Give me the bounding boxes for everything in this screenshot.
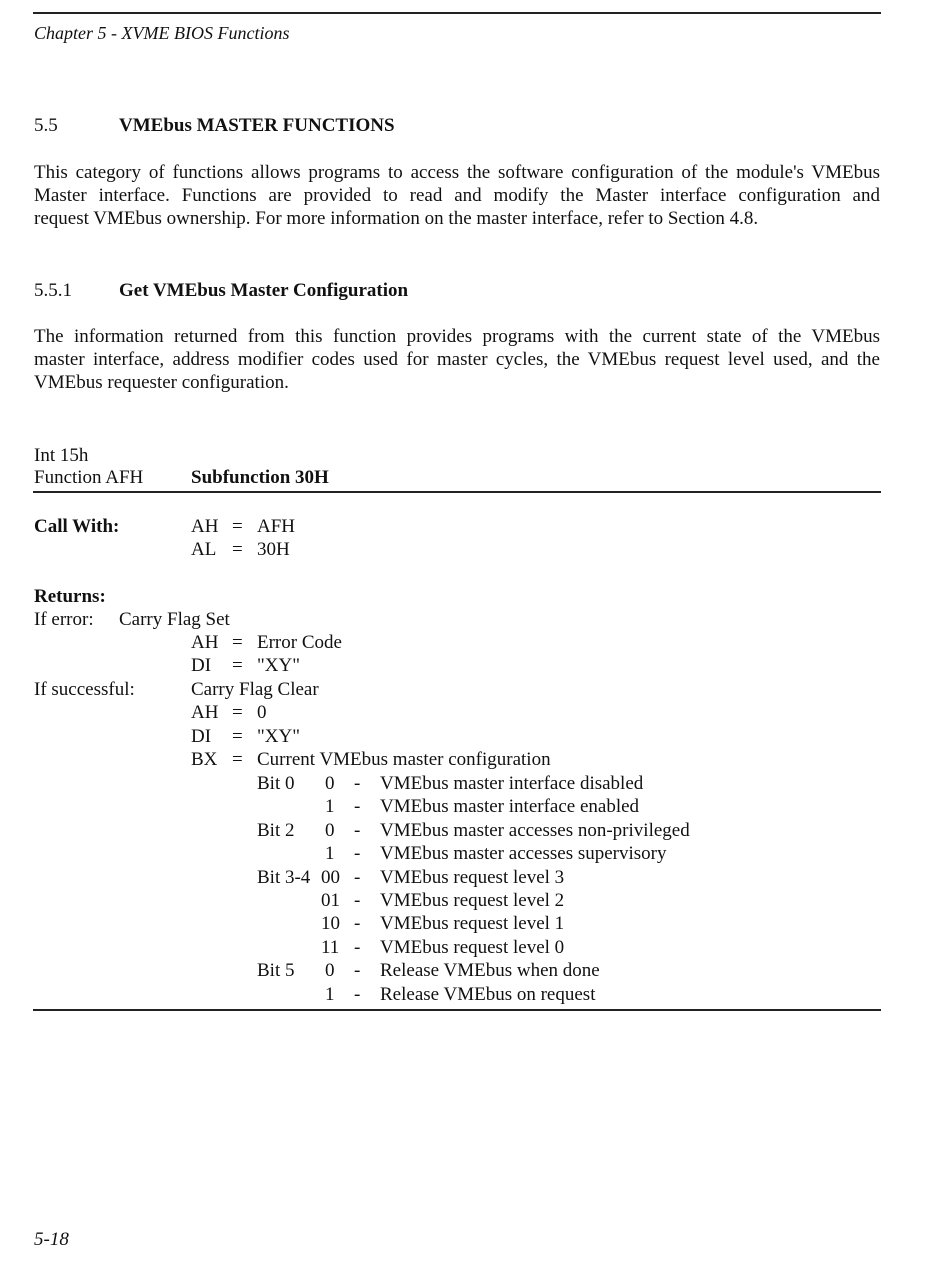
register-value: 30H [257, 539, 290, 560]
subsection-number: 5.5.1 [34, 280, 72, 301]
dash: - [354, 913, 361, 935]
bit-value: 10 [321, 913, 340, 935]
paragraph-line: The information returned from this function provides programs with the current state of the VMEbus [34, 326, 880, 347]
equals: = [232, 702, 243, 723]
bit-label: Bit 5 [257, 960, 295, 982]
paragraph-line: request VMEbus ownership. For more information on the master interface, refer to Section 4.8. [34, 208, 759, 229]
bit-value: 0 [325, 819, 335, 841]
bit-description: VMEbus request level 1 [380, 913, 565, 935]
bit-description: VMEbus request level 0 [380, 936, 565, 958]
bit-value: 1 [325, 796, 335, 818]
bit-value: 0 [325, 773, 335, 794]
bit-description: VMEbus master interface disabled [380, 773, 644, 794]
bit-label: Bit 0 [257, 773, 295, 794]
dash: - [354, 866, 361, 888]
register-value: "XY" [257, 655, 300, 676]
section-title: VMEbus MASTER FUNCTIONS [119, 115, 395, 136]
register: DI [191, 726, 212, 747]
equals: = [232, 632, 243, 653]
dash: - [354, 773, 361, 794]
bit-description: VMEbus master interface enabled [380, 796, 640, 818]
bit-value: 0 [325, 960, 335, 982]
bit-value: 1 [325, 983, 335, 1005]
paragraph-line: Master interface. Functions are provided to read and modify the Master interface configuration and [34, 185, 880, 206]
register-value: Error Code [257, 632, 342, 653]
header-rule [33, 12, 881, 14]
bit-description: VMEbus request level 3 [380, 866, 565, 888]
bit-label: Bit 2 [257, 819, 295, 841]
call-with-label: Call With: [34, 516, 120, 537]
if-successful-label: If successful: [34, 679, 135, 700]
dash: - [354, 890, 361, 911]
register: AH [191, 702, 219, 723]
returns-label: Returns: [34, 586, 106, 607]
register: AL [191, 539, 217, 560]
bit-value: 01 [321, 890, 340, 911]
register-value: AFH [257, 516, 296, 537]
function-label: Function AFH [34, 467, 144, 488]
paragraph-line: VMEbus requester configuration. [34, 372, 289, 393]
bit-value: 1 [325, 843, 335, 865]
bit-value: 00 [321, 866, 340, 888]
equals: = [232, 516, 243, 537]
section-number: 5.5 [34, 115, 58, 136]
register: AH [191, 516, 219, 537]
register: BX [191, 749, 218, 770]
dash: - [354, 796, 361, 818]
bit-description: Release VMEbus when done [380, 960, 600, 982]
bit-description: Release VMEbus on request [380, 983, 596, 1005]
equals: = [232, 749, 243, 770]
page-number: 5-18 [34, 1229, 69, 1250]
equals: = [232, 655, 243, 676]
equals: = [232, 539, 243, 560]
success-flag: Carry Flag Clear [191, 679, 319, 700]
equals: = [232, 726, 243, 747]
bit-description: VMEbus request level 2 [380, 890, 565, 911]
register-value: Current VMEbus master configuration [257, 749, 551, 770]
subsection-title: Get VMEbus Master Configuration [119, 280, 409, 301]
table-top-rule [33, 491, 881, 493]
if-error-label: If error: [34, 609, 94, 630]
bit-description: VMEbus master accesses supervisory [380, 843, 667, 865]
dash: - [354, 936, 361, 958]
register-value: 0 [257, 702, 267, 723]
paragraph-line: master interface, address modifier codes used for master cycles, the VMEbus request level used, and the [34, 349, 880, 370]
register-value: "XY" [257, 726, 300, 747]
chapter-header: Chapter 5 - XVME BIOS Functions [34, 23, 290, 43]
bit-description: VMEbus master accesses non-privileged [380, 819, 690, 841]
subfunction-label: Subfunction 30H [191, 467, 329, 488]
dash: - [354, 843, 361, 865]
register: AH [191, 632, 219, 653]
paragraph-line: This category of functions allows programs to access the software configuration of the module's VMEbus [34, 162, 880, 183]
dash: - [354, 960, 361, 982]
error-flag: Carry Flag Set [119, 609, 230, 630]
dash: - [354, 819, 361, 841]
interrupt-label: Int 15h [34, 445, 89, 466]
dash: - [354, 983, 361, 1005]
bit-label: Bit 3-4 [257, 866, 311, 888]
bit-value: 11 [321, 936, 340, 958]
table-bottom-rule [33, 1009, 881, 1011]
register: DI [191, 655, 212, 676]
